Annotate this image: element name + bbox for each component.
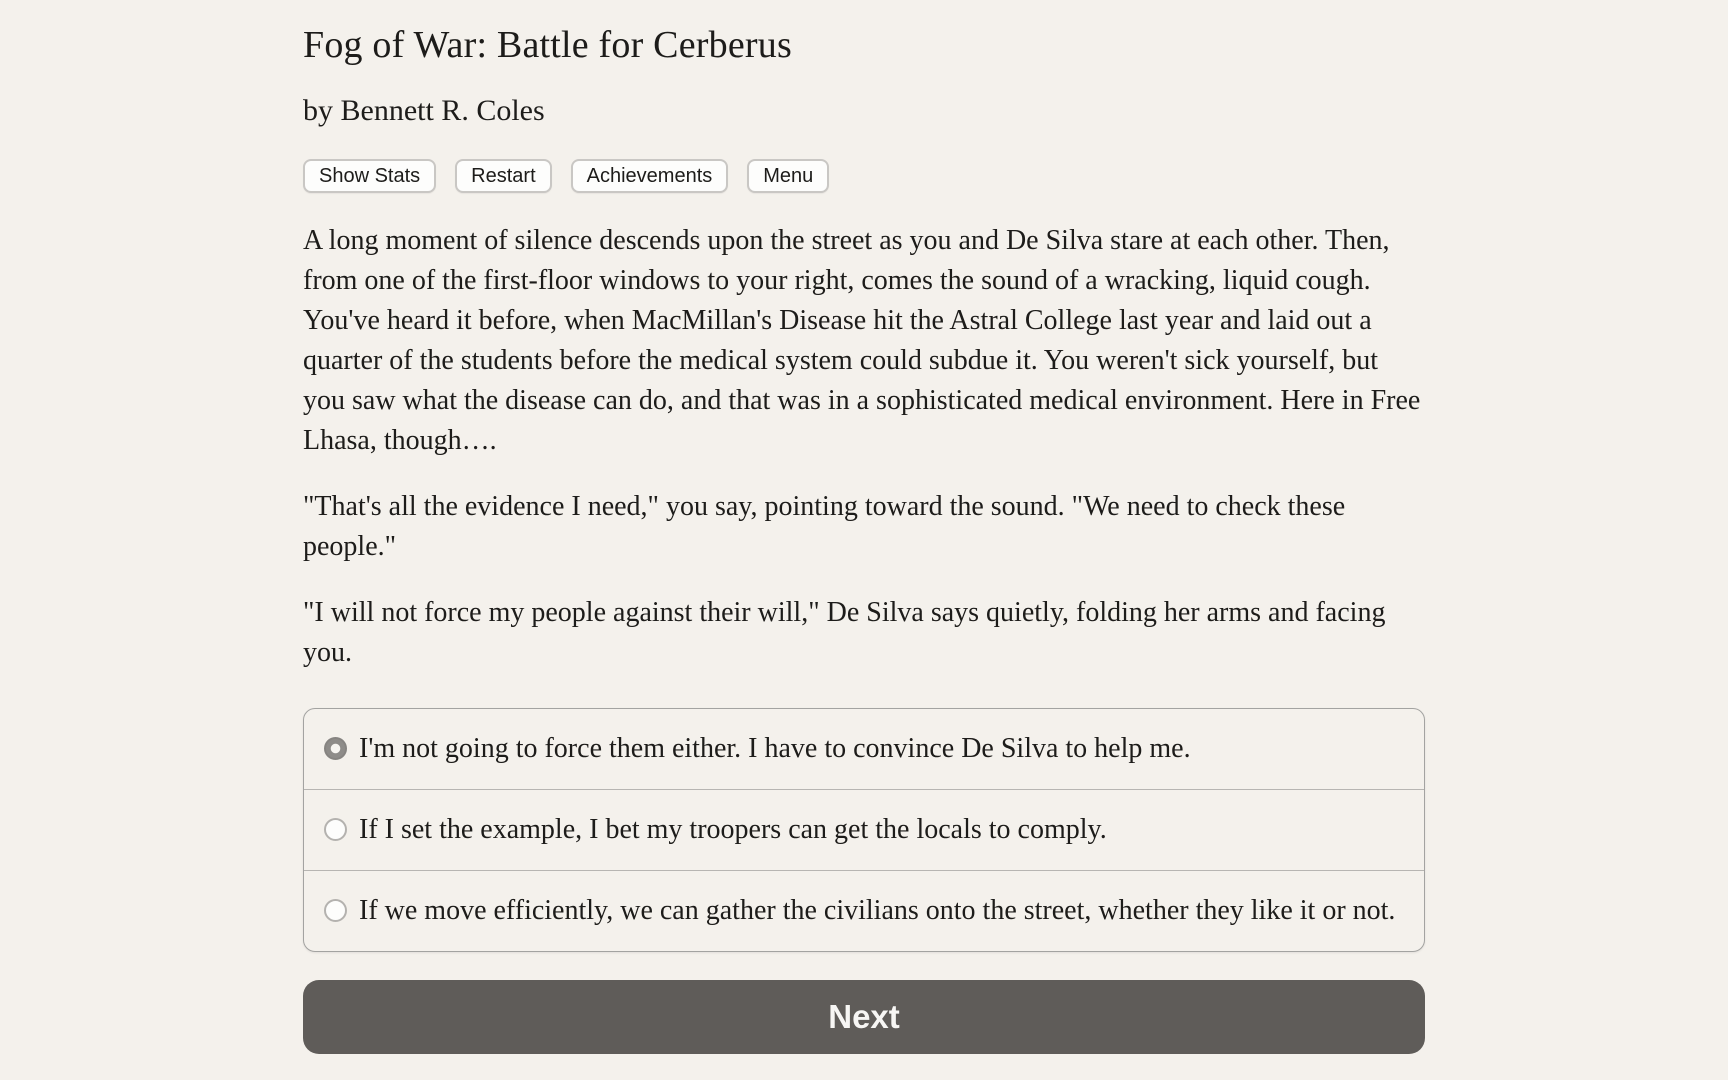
choice-option-label: If I set the example, I bet my troopers can get the locals to comply. xyxy=(359,814,1107,845)
toolbar xyxy=(303,159,1425,193)
choice-option-label: I'm not going to force them either. I have to convince De Silva to help me. xyxy=(359,733,1191,764)
radio-button-icon[interactable] xyxy=(324,737,347,760)
choice-option-1[interactable] xyxy=(304,709,1424,789)
story-text xyxy=(303,221,1425,673)
story-paragraph: A long moment of silence descends upon the street as you and De Silva stare at each other. Then, from one of the first-floor windows to your right, comes the sound of a wracking, liquid cough. You've heard it before, when MacMillan's Disease hit the Astral College last year and laid out a quarter of the students before the medical system could subdue it. You weren't sick yourself, but you saw what the disease can do, and that was in a sophisticated medical environment. Here in Free Lhasa, though…. xyxy=(303,225,1421,456)
show-stats-button[interactable]: Show Stats xyxy=(303,159,436,193)
game-page xyxy=(303,22,1425,1054)
achievements-button[interactable]: Achievements xyxy=(571,159,729,193)
choice-option-2[interactable] xyxy=(304,789,1424,870)
choice-option-label: If we move efficiently, we can gather the civilians onto the street, whether they like it or not. xyxy=(359,895,1396,926)
choice-list xyxy=(303,708,1425,952)
restart-button[interactable]: Restart xyxy=(455,159,551,193)
story-paragraph: "I will not force my people against their will," De Silva says quietly, folding her arms and facing you. xyxy=(303,597,1386,668)
choice-option-3[interactable] xyxy=(304,870,1424,951)
next-button[interactable]: Next xyxy=(303,980,1425,1054)
page-title: Fog of War: Battle for Cerberus xyxy=(303,24,792,66)
story-paragraph: "That's all the evidence I need," you say, pointing toward the sound. "We need to check these people." xyxy=(303,491,1346,562)
radio-button-icon[interactable] xyxy=(324,899,347,922)
menu-button[interactable]: Menu xyxy=(747,159,829,193)
radio-button-icon[interactable] xyxy=(324,818,347,841)
author-byline: by Bennett R. Coles xyxy=(303,94,545,127)
